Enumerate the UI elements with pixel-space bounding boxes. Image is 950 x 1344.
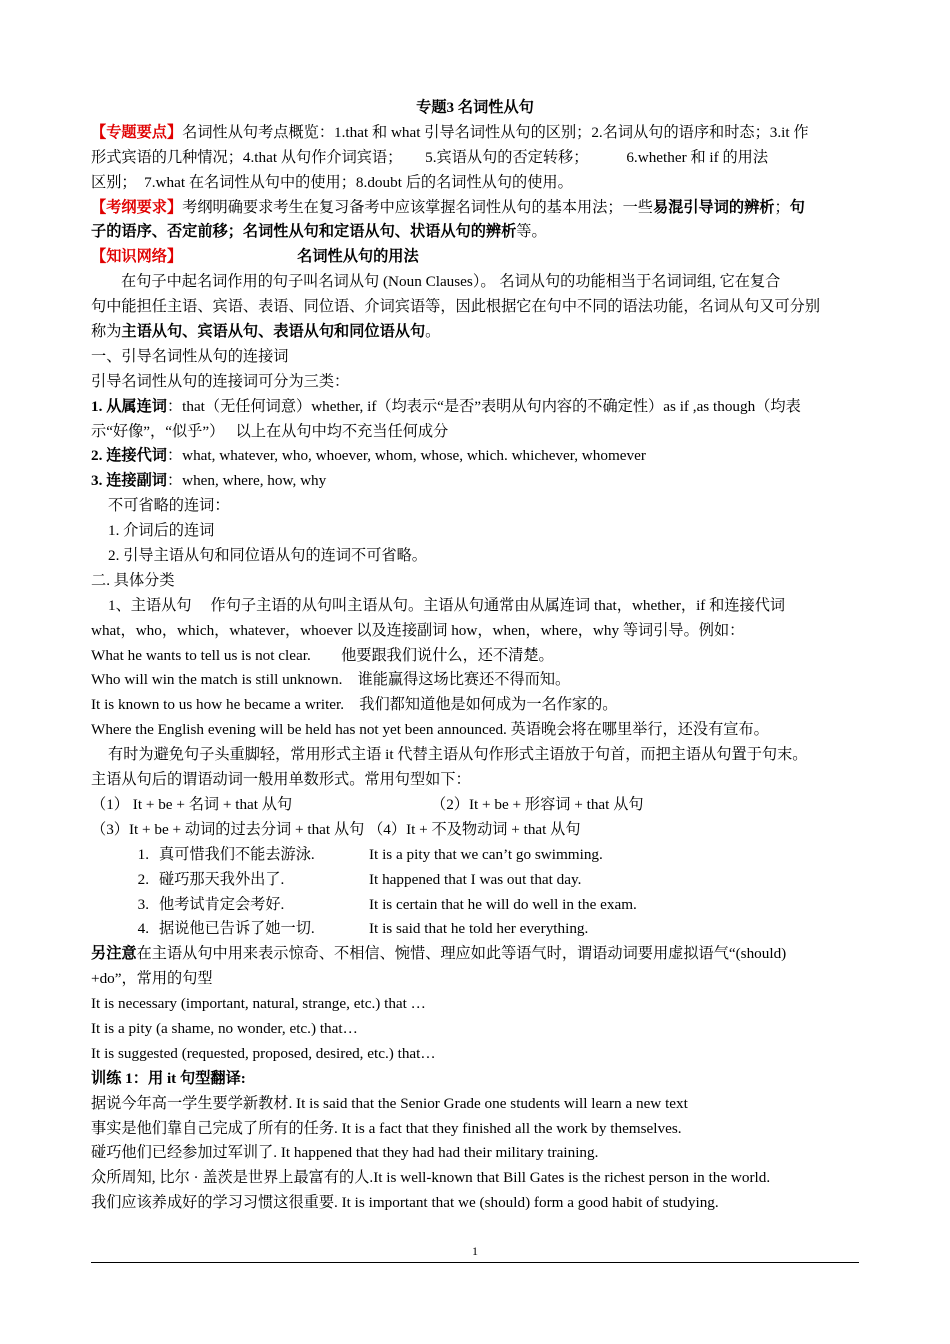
note-item-1: 1. 介词后的连词 — [108, 522, 215, 540]
bracket-right: 】 — [166, 123, 183, 141]
conj-item-1 — [91, 395, 859, 420]
requirements-sep: ； — [774, 198, 790, 216]
pair-english: It is a pity that we can’t go swimming. — [369, 845, 603, 863]
bracket-right: 】 — [166, 198, 183, 216]
intro-end: 。 — [425, 323, 441, 341]
conj-text: ：that（无任何词意）whether, if（均表示“是否”表明从句内容的不确定性）as if ,as though（均表 — [166, 397, 801, 415]
bracket-left: 【 — [91, 198, 107, 216]
section1-heading: 一、引导名词性从句的连接词 — [91, 347, 289, 365]
pattern-1: （1） It + be + 名词 + that 从句 — [91, 795, 293, 813]
subject-clause-line-2: what，who，which，whatever，whoever 以及连接副词 how，when，where，why 等词引导。例如： — [91, 621, 745, 639]
footer-divider — [91, 1262, 859, 1263]
key-points-label: 专题要点 — [106, 123, 167, 141]
pair-english: It is certain that he will do well in the exam. — [369, 895, 637, 913]
conj-text: ：what, whatever, who, whoever, whom, whose, which. whichever, whomever — [166, 447, 646, 465]
attention-text: 在主语从句中用来表示惊奇、不相信、惋惜、理应如此等语气时，谓语动词要用虚拟语气“(should) — [136, 945, 787, 963]
pattern-sentence: It is suggested (requested, proposed, desired, etc.) that… — [91, 1044, 436, 1062]
translation-pair — [91, 868, 859, 893]
exercise-line: 据说今年高一学生要学新教材. It is said that the Senior Grade one students will learn a new text — [91, 1094, 688, 1112]
requirements-label: 考纲要求 — [106, 198, 167, 216]
section1-sub: 引导名词性从句的连接词可分为三类： — [91, 372, 350, 390]
translation-pair — [91, 843, 859, 868]
pattern-2: （2）It + be + 形容词 + that 从句 — [431, 795, 644, 813]
requirements-line-2 — [91, 220, 859, 245]
bracket-right: 】 — [166, 248, 183, 266]
conj-label: 2. 连接代词 — [91, 447, 167, 465]
example-line: It is known to us how he became a writer. 我们都知道他是如何成为一名作家的。 — [91, 696, 618, 714]
exercise-line: 碰巧他们已经参加过军训了. It happened that they had had their military training. — [91, 1144, 599, 1162]
key-points-line-2: 形式宾语的几种情况；4.that 从句作介词宾语； 5.宾语从句的否定转移； 6.whether 和 if 的用法 — [91, 148, 769, 166]
note-heading: 不可省略的连词： — [108, 497, 230, 515]
conj-label: 1. 从属连词 — [91, 397, 167, 415]
subject-clause-line-1: 1、主语从句 作句子主语的从句叫主语从句。主语从句通常由从属连词 that，whether，if 和连接代词 — [108, 596, 786, 614]
exercise-line: 我们应该养成好的学习习惯这很重要. It is important that we (should) form a good habit of studying. — [91, 1194, 719, 1212]
pattern-sentence: It is necessary (important, natural, strange, etc.) that … — [91, 995, 426, 1013]
pair-english: It is said that he told her everything. — [369, 920, 589, 938]
pair-number: 3. — [137, 895, 149, 913]
exercise-heading: 训练 1：用 it 句型翻译: — [91, 1069, 246, 1087]
bracket-left: 【 — [91, 248, 107, 266]
pair-number: 2. — [137, 870, 149, 888]
attention-line-2: +do”，常用的句型 — [91, 970, 213, 988]
section2-heading: 二. 具体分类 — [91, 571, 175, 589]
key-points-text: 名词性从句考点概览：1.that 和 what 引导名词性从句的区别；2.名词从句的语序和时态；3.it 作 — [182, 123, 809, 141]
intro-line-2: 句中能担任主语、宾语、表语、同位语、介词宾语等，因此根据它在句中不同的语法功能，名词从句又可分别 — [91, 298, 820, 316]
pair-english: It happened that I was out that day. — [369, 870, 582, 888]
pattern-line-2: （3）It + be + 动词的过去分词 + that 从句 （4）It + 不及物动词 + that 从句 — [91, 820, 581, 838]
requirements-bold: 子的语序、否定前移；名词性从句和定语从句、状语从句的辨析 — [91, 223, 517, 241]
page-title: 专题3 名词性从句 — [416, 99, 534, 116]
note-item-2: 2. 引导主语从句和同位语从句的连词不可省略。 — [108, 547, 427, 565]
document-page — [91, 96, 859, 1216]
pattern-sentence: It is a pity (a shame, no wonder, etc.) that… — [91, 1019, 358, 1037]
requirements-end: 等。 — [516, 223, 547, 241]
translation-pair — [91, 917, 859, 942]
pair-number: 4. — [137, 920, 149, 938]
bracket-left: 【 — [91, 123, 107, 141]
exercise-line: 事实是他们靠自己完成了所有的任务. It is a fact that they finished all the work by themselves. — [91, 1119, 682, 1137]
conj-item-3 — [91, 469, 859, 494]
key-points-line — [91, 121, 859, 146]
intro-text: 称为 — [91, 323, 122, 341]
pair-chinese: 据说他已告诉了她一切. — [159, 920, 315, 938]
attention-line — [91, 942, 859, 967]
network-line — [91, 245, 859, 270]
page-number: 1 — [472, 1244, 478, 1258]
conj-item-1-cont: 示“好像”，“似乎”） 以上在从句中均不充当任何成分 — [91, 422, 449, 440]
it-subject-line-2: 主语从句后的谓语动词一般用单数形式。常用句型如下： — [91, 771, 471, 789]
exercise-line: 众所周知, 比尔 · 盖茨是世界上最富有的人.It is well-known that Bill Gates is the richest person in the world. — [91, 1169, 771, 1187]
network-label: 知识网络 — [106, 248, 167, 266]
pair-chinese: 他考试肯定会考好. — [159, 895, 285, 913]
intro-line-3 — [91, 320, 859, 345]
example-line: What he wants to tell us is not clear. 他要跟我们说什么，还不清楚。 — [91, 646, 554, 664]
conj-label: 3. 连接副词 — [91, 472, 167, 490]
example-line: Where the English evening will be held has not yet been announced. 英语晚会将在哪里举行，还没有宣布。 — [91, 721, 769, 739]
conj-item-2 — [91, 444, 859, 469]
pattern-line — [91, 793, 859, 818]
pair-chinese: 碰巧那天我外出了. — [159, 870, 285, 888]
requirements-line — [91, 196, 859, 221]
network-heading: 名词性从句的用法 — [297, 248, 419, 266]
pair-chinese: 真可惜我们不能去游泳. — [159, 845, 315, 863]
translation-pair — [91, 893, 859, 918]
requirements-bold: 句 — [789, 198, 805, 216]
intro-bold: 主语从句、宾语从句、表语从句和同位语从句 — [121, 323, 426, 341]
example-line: Who will win the match is still unknown. 谁能赢得这场比赛还不得而知。 — [91, 671, 571, 689]
requirements-bold: 易混引导词的辨析 — [652, 198, 775, 216]
requirements-text: 考纲明确要求考生在复习备考中应该掌握名词性从句的基本用法；一些 — [182, 198, 653, 216]
pair-number: 1. — [137, 845, 149, 863]
conj-text: ：when, where, how, why — [166, 472, 327, 490]
intro-line-1: 在句子中起名词作用的句子叫名词从句 (Noun Clauses）。 名词从句的功能相当于名词词组, 它在复合 — [121, 273, 781, 291]
it-subject-line-1: 有时为避免句子头重脚轻，常用形式主语 it 代替主语从句作形式主语放于句首，而把主语从句置于句末。 — [108, 746, 808, 764]
key-points-line-3: 区别； 7.what 在名词性从句中的使用；8.doubt 后的名词性从句的使用。 — [91, 173, 573, 191]
attention-label: 另注意 — [91, 945, 137, 963]
